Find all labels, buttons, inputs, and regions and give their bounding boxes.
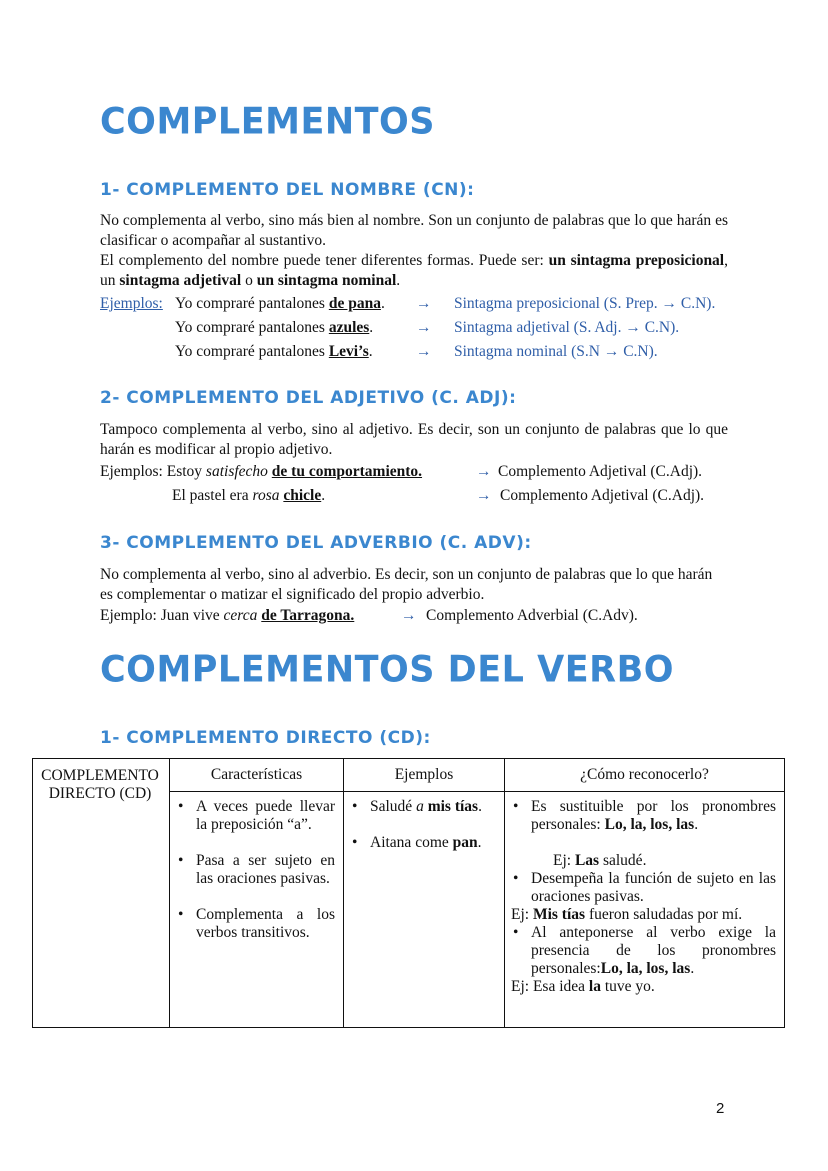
list-item: • Es sustituible por los pronombres personales: Lo, la, los, las. xyxy=(511,798,776,834)
cd-table xyxy=(32,758,785,1028)
cadv-example: Ejemplo: Juan vive cerca de Tarragona. xyxy=(100,607,355,624)
cn-examples-label: Ejemplos: xyxy=(100,295,163,312)
cadv-paragraph: No complementa al verbo, sino al adverbio. Es decir, son un conjunto de palabras que lo que harán es complementar o matizar el significado del propio adverbio. xyxy=(100,566,713,603)
cn-example-3-result: Sintagma nominal (S.N → C.N). xyxy=(454,343,658,360)
cd-label-cell: COMPLEMENTO DIRECTO (CD) xyxy=(33,759,170,1028)
section-heading-cn: 1- COMPLEMENTO DEL NOMBRE (CN): xyxy=(100,180,475,200)
cadj-paragraph: Tampoco complementa al verbo, sino al adjetivo. Es decir, son un conjunto de palabras que lo que harán es modificar al propio adjetivo. xyxy=(100,421,728,458)
page-title: COMPLEMENTOS xyxy=(100,101,435,143)
page-number: 2 xyxy=(716,1100,725,1117)
cn-example-1: Yo compraré pantalones de pana. xyxy=(175,295,385,312)
examples-cell xyxy=(344,792,505,1028)
col-header-caracteristicas: Características xyxy=(170,759,344,792)
col-header-ejemplos: Ejemplos xyxy=(344,759,505,792)
list-item: • Aitana come pan. xyxy=(350,834,496,852)
cn-example-2: Yo compraré pantalones azules. xyxy=(175,319,374,336)
section-heading-cadj: 2- COMPLEMENTO DEL ADJETIVO (C. ADJ): xyxy=(100,388,517,408)
list-item: • Pasa a ser sujeto en las oraciones pasivas. xyxy=(176,852,335,888)
recognize-example-1: Ej: Las saludé. xyxy=(553,852,647,869)
list-item: • A veces puede llevar la preposición “a”. xyxy=(176,798,335,834)
arrow-icon: → xyxy=(476,487,492,504)
verb-section-title: COMPLEMENTOS DEL VERBO xyxy=(100,649,675,691)
section-heading-cd: 1- COMPLEMENTO DIRECTO (CD): xyxy=(100,728,431,748)
cn-paragraph-2: El complemento del nombre puede tener diferentes formas. Puede ser: un sintagma preposicional, un sintagma adjetival o un sintagma nominal. xyxy=(100,252,728,289)
recognize-cell xyxy=(505,792,785,1028)
cn-example-1-result: Sintagma preposicional (S. Prep. → C.N). xyxy=(454,295,716,312)
cadj-example-1-result: Complemento Adjetival (C.Adj). xyxy=(498,463,703,480)
arrow-icon: → xyxy=(416,319,432,336)
cn-paragraph-1: No complementa al verbo, sino más bien al nombre. Son un conjunto de palabras que lo que harán es clasificar o acompañar al sustantivo. xyxy=(100,212,728,249)
recognize-example-2: Ej: Mis tías fueron saludadas por mí. xyxy=(511,906,743,923)
cadj-example-2-result: Complemento Adjetival (C.Adj). xyxy=(500,487,705,504)
arrow-icon: → xyxy=(416,295,432,312)
table-row xyxy=(33,759,785,792)
cn-example-3: Yo compraré pantalones Levi’s. xyxy=(175,343,373,360)
list-item: • Desempeña la función de sujeto en las oraciones pasivas. xyxy=(511,870,776,906)
cadv-example-result: Complemento Adverbial (C.Adv). xyxy=(426,607,638,624)
cadj-example-1: Ejemplos: Estoy satisfecho de tu comportamiento. xyxy=(100,463,423,480)
recognize-example-3: Ej: Esa idea la tuve yo. xyxy=(511,978,655,995)
section-heading-cadv: 3- COMPLEMENTO DEL ADVERBIO (C. ADV): xyxy=(100,533,532,553)
col-header-reconocer: ¿Cómo reconocerlo? xyxy=(505,759,785,792)
list-item: • Complementa a los verbos transitivos. xyxy=(176,906,335,942)
cn-example-2-result: Sintagma adjetival (S. Adj. → C.N). xyxy=(454,319,680,336)
arrow-icon: → xyxy=(416,343,432,360)
arrow-icon: → xyxy=(476,463,492,480)
list-item: • Al anteponerse al verbo exige la presencia de los pronombres personales:Lo, la, los, las. xyxy=(511,924,776,978)
chars-cell xyxy=(170,792,344,1028)
list-item: • Saludé a mis tías. xyxy=(350,798,496,816)
arrow-icon: → xyxy=(401,607,417,624)
cadj-example-2: El pastel era rosa chicle. xyxy=(172,487,326,504)
